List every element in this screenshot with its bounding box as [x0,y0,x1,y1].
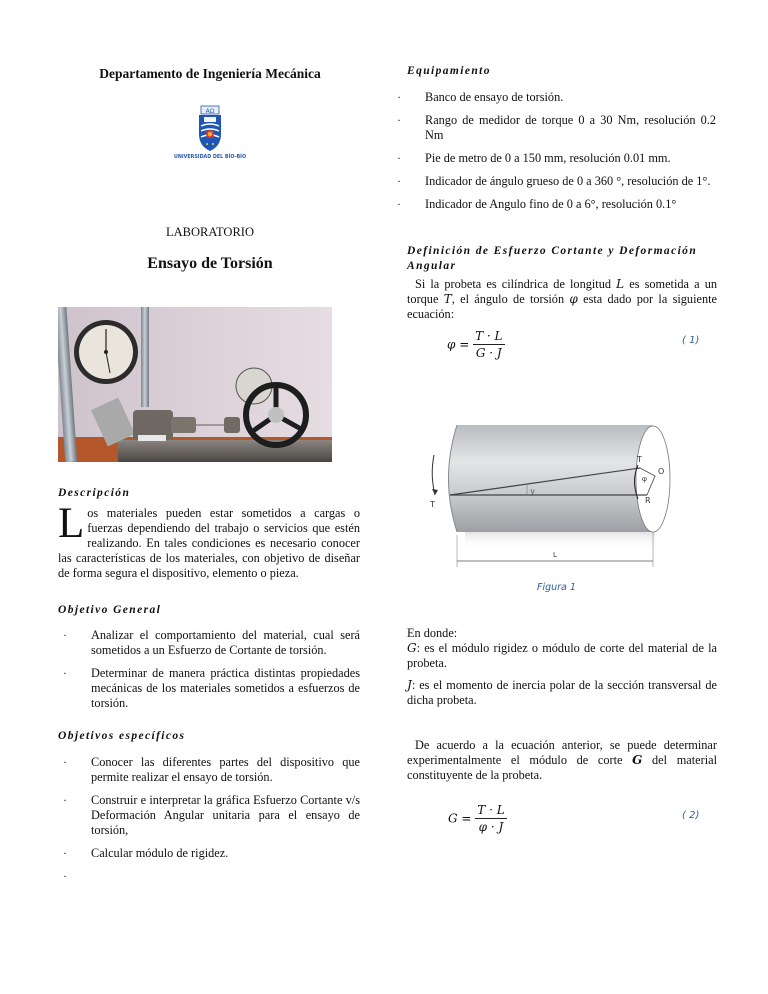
lab-label: LABORATORIO [166,225,254,239]
description-paragraph [58,500,360,581]
bold-G: G [632,753,643,767]
var-T: T [443,292,452,306]
general-objective-heading: Objetivo General [58,604,162,616]
general-objective-list [58,628,360,719]
list-item: · Calcular módulo de rigidez. [63,846,229,860]
J-definition: J: es el momento de inercia polar de la sección transversal de dicha probeta. [407,678,717,707]
list-item: · Construir e interpretar la gráfica Esfuerzo Cortante v/s Deformación Angular unitaria para el ensayo de torsión, [63,793,360,837]
figure-1-caption: Figura 1 [537,582,576,593]
list-item: · Rango de medidor de torque 0 a 30 Nm, resolución 0.2 Nm [397,113,716,142]
equation-1-denominator: G · J [475,346,502,360]
equation-1 [447,329,505,360]
bullet-icon: · [63,846,67,860]
bullet-icon: · [397,197,401,211]
equation-1-lhs: φ = [447,337,470,352]
specific-objectives-heading: Objetivos específicos [58,730,186,742]
equation-2-number: ( 2) [682,810,700,821]
equation-1-numerator: T · L [475,329,503,343]
where-label: En donde: [407,626,458,640]
figure-label-torque-right: T [637,455,642,464]
equipment-list [392,90,716,220]
specific-objectives-list [58,755,360,892]
list-item: · Banco de ensayo de torsión. [397,90,564,104]
equation-2-lhs: G = [448,811,472,826]
drop-cap: L [58,500,85,547]
definition-heading: Definición de Esfuerzo Cortante y Deformación Angular [407,245,698,272]
variable-definitions [407,626,717,708]
document-title: Ensayo de Torsión [147,255,273,272]
figure-label-phi: φ [642,475,647,483]
figure-label-gamma: γ [530,487,535,496]
var-phi: φ [569,292,578,306]
list-item: · Indicador de Angulo fino de 0 a 6°, resolución 0.1° [397,197,677,211]
university-logo [170,104,250,164]
torsion-bench-photo [58,307,332,462]
conclusion-paragraph: De acuerdo a la ecuación anterior, se puede determinar experimentalmente el módulo de corte G del material constituyente de la probeta. [407,738,717,782]
list-item: · Analizar el comportamiento del material, cual será sometidos a un Esfuerzo de Cortante de torsión. [63,628,360,657]
bullet-icon: · [63,755,67,769]
university-name: UNIVERSIDAD DEL BÍO-BÍO [173,155,247,160]
figure-label-length: L [553,551,557,559]
list-item: · Determinar de manera práctica distintas propiedades mecánicas de los materiales sometidos a esfuerzos de torsión. [63,666,360,710]
bullet-icon: · [63,869,67,883]
equation-2-denominator: φ · J [478,820,504,834]
description-heading: Descripción [58,487,131,499]
equation-2-fraction [475,803,506,834]
department-title: Departamento de Ingeniería Mecánica [99,66,321,81]
equation-2 [448,803,507,834]
figure-label-center: O [658,467,665,476]
var-L: L [616,277,625,291]
description-text: os materiales pueden estar sometidos a cargas o fuerzas dependiendo del trabajo o servicios que estén realizando. En tales condiciones es necesario conocer las características de los materiales, con objetivo de diseñar de forma segura el dispositivo, elemento o pieza. [58,506,360,580]
description-section [58,500,360,581]
bullet-icon: · [63,793,67,807]
bullet-icon: · [397,90,401,104]
equation-1-fraction [473,329,504,360]
figure-1-torsion-cylinder [395,395,705,580]
figure-label-torque-left: T [430,500,435,509]
equation-1-number: ( 1) [682,335,700,346]
list-item [58,869,360,884]
svg-text:AΩ: AΩ [205,108,215,115]
bullet-icon: · [397,113,401,127]
bullet-icon: · [397,151,401,165]
list-item: · Indicador de ángulo grueso de 0 a 360 °, resolución de 1°. [397,174,711,188]
figure-label-radius: R [645,496,651,505]
equipment-heading: Equipamiento [407,65,491,77]
G-definition: G: es el módulo rigidez o módulo de corte del material de la probeta. [407,641,717,670]
bullet-icon: · [397,174,401,188]
equation-2-numerator: T · L [477,803,505,817]
bullet-icon: · [63,666,67,680]
bullet-icon: · [63,628,67,642]
list-item: · Conocer las diferentes partes del dispositivo que permite realizar el ensayo de torsión. [63,755,360,784]
definition-intro: Si la probeta es cilíndrica de longitud L es sometida a un torque T, el ángulo de torsión φ esta dado por la siguiente ecuación: [407,277,717,321]
list-item: · Pie de metro de 0 a 150 mm, resolución 0.01 mm. [397,151,671,165]
